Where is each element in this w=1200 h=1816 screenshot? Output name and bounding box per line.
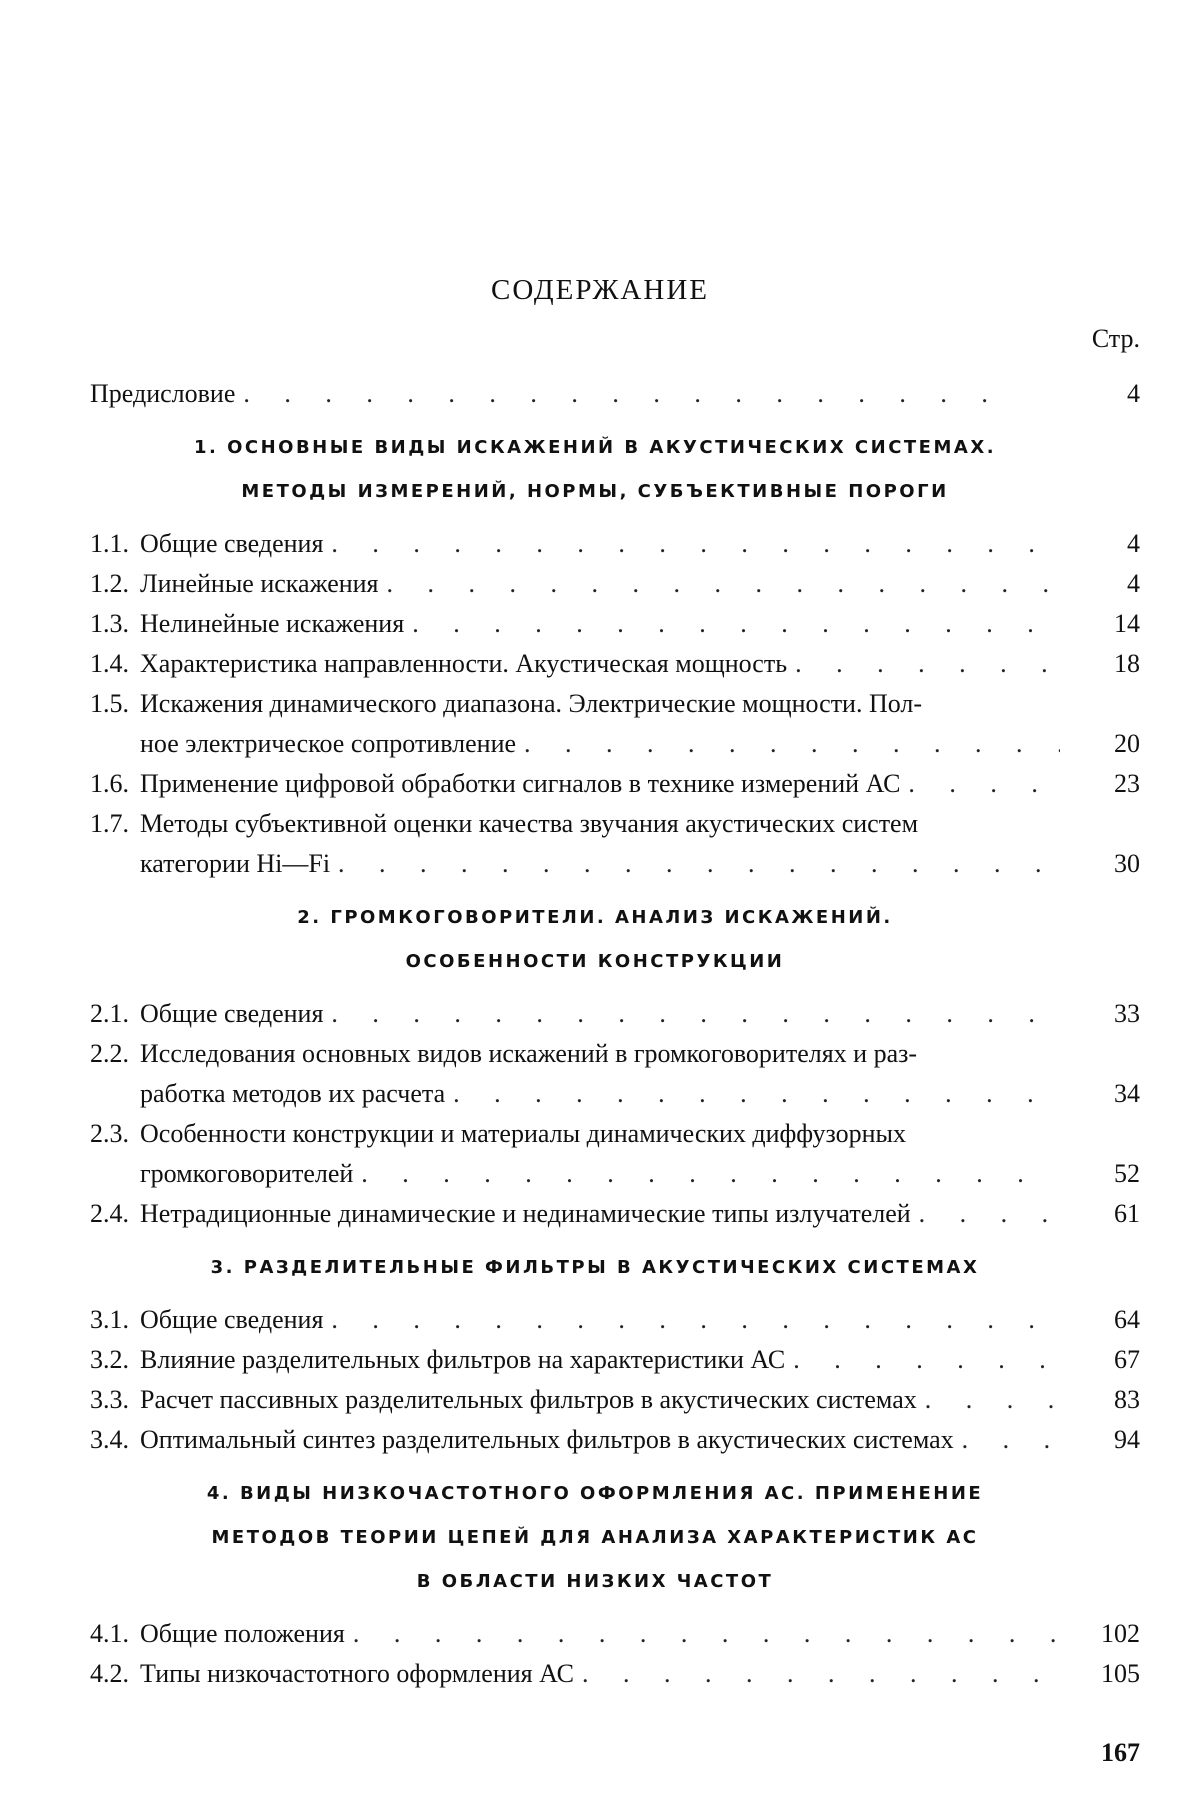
- toc-entry-page: 34: [1114, 1079, 1140, 1108]
- toc-entry-text: Методы субъективной оценки качества звучания акустических систем: [140, 809, 919, 838]
- toc-entry-number: 1.7.: [90, 809, 129, 838]
- toc-entry-number: 2.4.: [90, 1199, 129, 1228]
- dot-leader: [574, 1654, 1060, 1694]
- toc-entry-number: 1.5.: [90, 689, 129, 718]
- toc-entry-text: Предисловие: [90, 379, 236, 408]
- toc-entry: [90, 1034, 1140, 1114]
- chapter-heading-line: 4. ВИДЫ НИЗКОЧАСТОТНОГО ОФОРМЛЕНИЯ АС. ПРИМЕНЕНИЕ: [206, 1483, 984, 1504]
- toc-entry-page: 23: [1114, 769, 1140, 798]
- toc-entry-text: Нетрадиционные динамические и нединамические типы излучателей: [140, 1199, 911, 1228]
- chapter-heading-line: 1. ОСНОВНЫЕ ВИДЫ ИСКАЖЕНИЙ В АКУСТИЧЕСКИХ СИСТЕМАХ.: [193, 437, 997, 458]
- toc-entry-number: 4.2.: [90, 1659, 129, 1688]
- dot-leader: [954, 1420, 1060, 1460]
- toc-entry-page: 67: [1114, 1345, 1140, 1374]
- toc-entry-text: Общие сведения: [140, 999, 324, 1028]
- toc-entry: [90, 1300, 1140, 1340]
- toc-entry-number: 2.3.: [90, 1119, 129, 1148]
- chapter-heading-line: 3. РАЗДЕЛИТЕЛЬНЫЕ ФИЛЬТРЫ В АКУСТИЧЕСКИХ СИСТЕМАХ: [210, 1257, 980, 1278]
- toc-entry-number: 1.3.: [90, 609, 129, 638]
- toc-entry-text: Характеристика направленности. Акустическая мощность: [140, 649, 788, 678]
- toc-entry-number: 3.4.: [90, 1425, 129, 1454]
- dot-leader: [345, 1614, 1060, 1654]
- toc-entry-page: 4: [1127, 529, 1140, 558]
- toc-entry-number: 3.1.: [90, 1305, 129, 1334]
- toc-entry: [90, 684, 1140, 764]
- toc-entry-page: 18: [1114, 649, 1140, 678]
- toc-entry: [90, 1380, 1140, 1420]
- toc-entry-page: 64: [1114, 1305, 1140, 1334]
- dot-leader: [445, 1074, 1060, 1114]
- page-number: 167: [1101, 1738, 1140, 1767]
- toc-entry-text: Типы низкочастотного оформления АС: [140, 1659, 574, 1688]
- toc-entry-text: ное электрическое сопротивление: [140, 729, 517, 758]
- toc-entry: [90, 1114, 1140, 1194]
- toc-entry-preface: [90, 374, 1140, 414]
- toc-entry: [90, 994, 1140, 1034]
- toc-entry: [90, 524, 1140, 564]
- toc-entry-page: 20: [1114, 729, 1140, 758]
- dot-leader: [379, 564, 1060, 604]
- toc-entry-text: Расчет пассивных разделительных фильтров в акустических системах: [140, 1385, 917, 1414]
- toc-entry-text: Особенности конструкции и материалы динамических диффузорных: [140, 1119, 906, 1148]
- toc-entry-page: 52: [1114, 1159, 1140, 1188]
- toc-entry: [90, 1654, 1140, 1694]
- toc-entry: [90, 764, 1140, 804]
- toc-entry-text: Оптимальный синтез разделительных фильтров в акустических системах: [140, 1425, 954, 1454]
- chapter-heading: [90, 1472, 1100, 1604]
- toc-entry-page: 94: [1114, 1425, 1140, 1454]
- toc-entry-page: 102: [1101, 1619, 1140, 1648]
- dot-leader: [516, 724, 1060, 764]
- toc-entry-text: Общие сведения: [140, 1305, 324, 1334]
- toc-entry-page: 30: [1114, 849, 1140, 878]
- toc-entry-number: 4.1.: [90, 1619, 129, 1648]
- chapter-heading-line: 2. ГРОМКОГОВОРИТЕЛИ. АНАЛИЗ ИСКАЖЕНИЙ.: [297, 907, 893, 928]
- toc-title: СОДЕРЖАНИЕ: [491, 274, 709, 306]
- toc-entry-page: 83: [1114, 1385, 1140, 1414]
- page-column-label: Стр.: [1091, 324, 1140, 353]
- dot-leader: [917, 1380, 1060, 1420]
- toc-entry-text: Искажения динамического диапазона. Электрические мощности. Пол-: [140, 689, 923, 718]
- toc-entry-number: 1.1.: [90, 529, 129, 558]
- toc-entry-number: 1.4.: [90, 649, 129, 678]
- dot-leader: [900, 764, 1060, 804]
- toc-entry-page: 14: [1114, 609, 1140, 638]
- chapter-heading-line: МЕТОДОВ ТЕОРИИ ЦЕПЕЙ ДЛЯ АНАЛИЗА ХАРАКТЕРИСТИК АС: [211, 1527, 979, 1548]
- toc-entry-text: Общие положения: [140, 1619, 345, 1648]
- toc-entry-text: Нелинейные искажения: [140, 609, 405, 638]
- toc-entry-number: 3.2.: [90, 1345, 129, 1374]
- toc-entry: [90, 644, 1140, 684]
- dot-leader: [353, 1154, 1060, 1194]
- dot-leader: [323, 1300, 1060, 1340]
- dot-leader: [235, 374, 1010, 414]
- toc-entry-text: Общие сведения: [140, 529, 324, 558]
- toc-entry-number: 1.6.: [90, 769, 129, 798]
- toc-entry: [90, 1614, 1140, 1654]
- toc-entry-text: Исследования основных видов искажений в громкоговорителях и раз-: [140, 1039, 918, 1068]
- toc-entry-page: 105: [1101, 1659, 1140, 1688]
- toc-entry-page: 33: [1114, 999, 1140, 1028]
- toc-entry-text: работка методов их расчета: [140, 1079, 446, 1108]
- toc-entry-number: 1.2.: [90, 569, 129, 598]
- dot-leader: [323, 994, 1060, 1034]
- table-of-contents: [90, 374, 1140, 1694]
- toc-entry-number: 3.3.: [90, 1385, 129, 1414]
- chapter-heading-line: В ОБЛАСТИ НИЗКИХ ЧАСТОТ: [416, 1571, 774, 1592]
- toc-entry-text: Линейные искажения: [140, 569, 379, 598]
- toc-entry-text: категории Hi—Fi: [140, 849, 331, 878]
- dot-leader: [323, 524, 1060, 564]
- dot-leader: [785, 1340, 1060, 1380]
- chapter-heading: [90, 896, 1100, 984]
- chapter-heading-line: ОСОБЕННОСТИ КОНСТРУКЦИИ: [405, 951, 785, 972]
- toc-entry: [90, 1194, 1140, 1234]
- dot-leader: [787, 644, 1060, 684]
- toc-entry-page: 4: [1127, 379, 1140, 408]
- dot-leader: [911, 1194, 1060, 1234]
- chapter-heading: [90, 426, 1100, 514]
- toc-entry: [90, 1340, 1140, 1380]
- toc-entry-number: 2.2.: [90, 1039, 129, 1068]
- toc-entry-text: громкоговорителей: [140, 1159, 354, 1188]
- toc-entry: [90, 564, 1140, 604]
- toc-entry: [90, 804, 1140, 884]
- toc-entry-text: Влияние разделительных фильтров на характеристики АС: [140, 1345, 786, 1374]
- toc-entry-page: 61: [1114, 1199, 1140, 1228]
- toc-entry-number: 2.1.: [90, 999, 129, 1028]
- dot-leader: [404, 604, 1060, 644]
- chapter-heading: [90, 1246, 1100, 1290]
- toc-entry: [90, 604, 1140, 644]
- toc-entry-text: Применение цифровой обработки сигналов в технике измерений АС: [140, 769, 901, 798]
- dot-leader: [330, 844, 1060, 884]
- chapter-heading-line: МЕТОДЫ ИЗМЕРЕНИЙ, НОРМЫ, СУБЪЕКТИВНЫЕ ПОРОГИ: [241, 481, 949, 502]
- toc-entry-page: 4: [1127, 569, 1140, 598]
- toc-entry: [90, 1420, 1140, 1460]
